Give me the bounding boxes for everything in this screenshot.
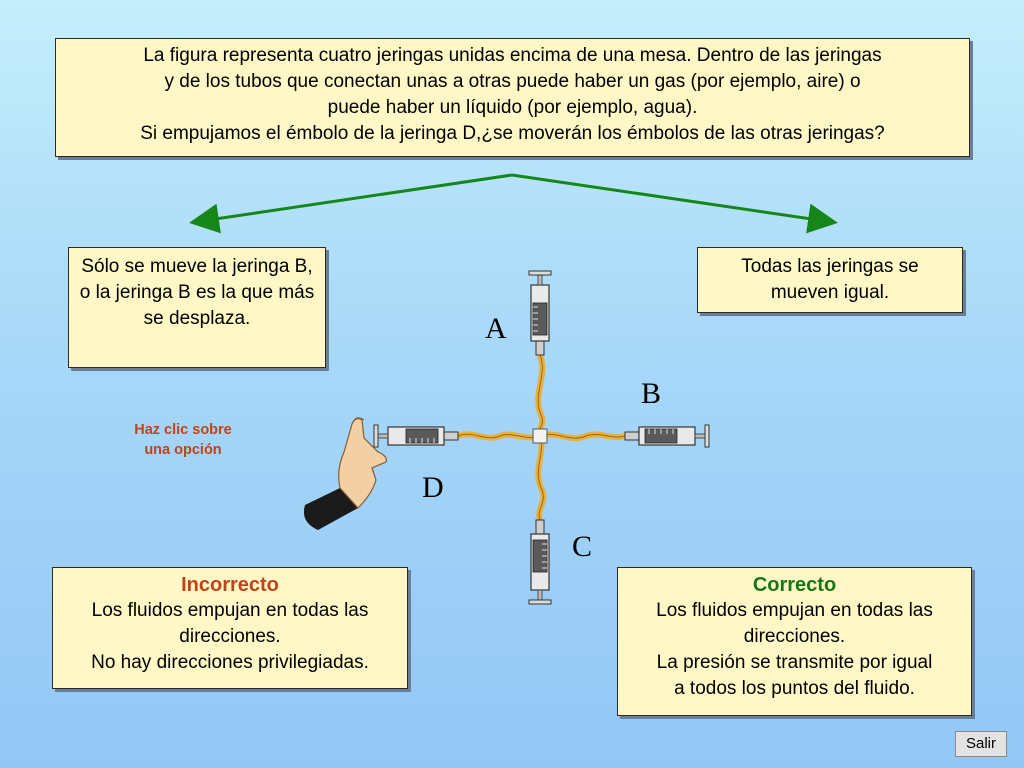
option-all-move-equally-label: Todas las jeringas se mueven igual. bbox=[741, 256, 919, 303]
question-line-4: Si empujamos el émbolo de la jeringa D,¿se moverán los émbolos de las otras jeringas? bbox=[140, 123, 885, 144]
feedback-correct-line-1: Los fluidos empujan en todas las bbox=[656, 600, 933, 621]
syringe-b bbox=[625, 425, 709, 447]
feedback-correct-line-4: a todos los puntos del fluido. bbox=[674, 678, 915, 699]
feedback-incorrect-line-3: No hay direcciones privilegiadas. bbox=[91, 652, 369, 673]
option-only-b-moves[interactable] bbox=[68, 247, 326, 368]
syringe-label-b: B bbox=[641, 377, 662, 410]
feedback-incorrect-title: Incorrecto bbox=[181, 574, 279, 596]
exit-button[interactable]: Salir bbox=[955, 731, 1007, 757]
question-line-1: La figura representa cuatro jeringas unidas encima de una mesa. Dentro de las jeringas bbox=[143, 45, 882, 66]
branch-arrows bbox=[195, 175, 832, 222]
syringe-d bbox=[374, 425, 458, 447]
feedback-correct-title: Correcto bbox=[752, 574, 837, 596]
feedback-correct-line-3: La presión se transmite por igual bbox=[656, 652, 933, 673]
syringe-label-c: C bbox=[572, 530, 593, 563]
option-only-b-moves-label: Sólo se mueve la jeringa B, o la jeringa B es la que más se desplaza. bbox=[79, 256, 315, 329]
syringe-label-d: D bbox=[422, 471, 444, 504]
click-hint-line-2: una opción bbox=[144, 442, 222, 458]
option-all-move-equally[interactable] bbox=[697, 247, 963, 313]
syringe-label-a: A bbox=[485, 312, 507, 345]
click-hint-line-1: Haz clic sobre bbox=[134, 422, 232, 438]
feedback-correct bbox=[617, 567, 972, 716]
feedback-correct-line-2: direcciones. bbox=[743, 626, 846, 647]
question-line-3: puede haber un líquido (por ejemplo, agua). bbox=[327, 97, 698, 118]
tube-junction bbox=[533, 429, 547, 443]
question-box bbox=[55, 38, 970, 157]
click-hint bbox=[108, 420, 258, 460]
feedback-incorrect-line-2: direcciones. bbox=[179, 626, 281, 647]
question-line-2: y de los tubos que conectan unas a otras puede haber un gas (por ejemplo, aire) o bbox=[164, 71, 861, 92]
syringe-c bbox=[529, 520, 551, 604]
feedback-incorrect bbox=[52, 567, 408, 689]
syringe-a bbox=[529, 271, 551, 355]
feedback-incorrect-line-1: Los fluidos empujan en todas las bbox=[91, 600, 369, 621]
